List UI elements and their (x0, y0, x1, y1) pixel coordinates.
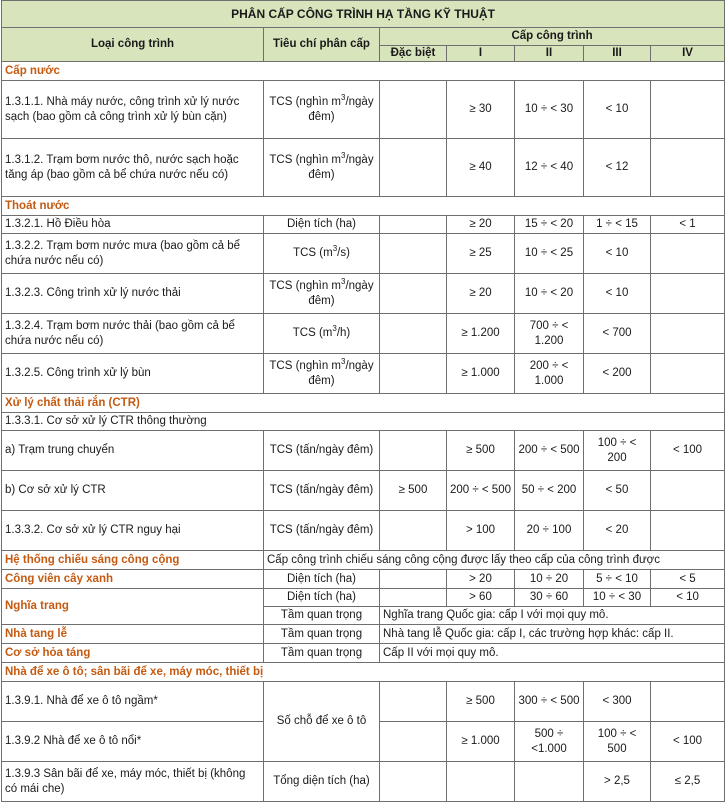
row-criterion: TCS (nghìn $m^3$/ngày đêm) (264, 139, 380, 197)
row-name: 1.3.2.5. Công trình xử lý bùn (2, 354, 264, 394)
header-ii: II (515, 46, 584, 62)
cell-iii: < 10 (584, 234, 651, 274)
table-title: PHÂN CẤP CÔNG TRÌNH HẠ TẦNG KỸ THUẬT (2, 1, 725, 28)
table-row (2, 682, 725, 722)
table-row (2, 625, 725, 644)
section-thoat-nuoc: Thoát nước (2, 197, 725, 216)
header-i: I (447, 46, 515, 62)
row-criterion: TCS (nghìn $m^3$/ngày đêm) (264, 274, 380, 314)
cell-iii: 100 ÷ < 500 (584, 722, 651, 762)
cell-ii: 10 ÷ < 25 (515, 234, 584, 274)
cell-i: ≥ 25 (447, 234, 515, 274)
cell-i: ≥ 1.000 (447, 722, 515, 762)
cell-i: ≥ 500 (447, 682, 515, 722)
ctr-subheading: 1.3.3.1. Cơ sở xử lý CTR thông thường (2, 413, 725, 431)
row-name: 1.3.2.4. Trạm bơm nước thải (bao gồm cả bể chứa nước nếu có) (2, 314, 264, 354)
table-row (2, 216, 725, 234)
row-name: 1.3.9.2 Nhà để xe ô tô nổi* (2, 722, 264, 762)
row-name: b) Cơ sở xử lý CTR (2, 471, 264, 511)
header-dacbiet: Đặc biệt (380, 46, 447, 62)
cell-ii: 300 ÷ < 500 (515, 682, 584, 722)
section-cap-nuoc: Cấp nước (2, 62, 725, 81)
cell-i: ≥ 500 (447, 431, 515, 471)
section-chieu-sang: Hệ thống chiếu sáng công cộng (2, 551, 264, 570)
section-tang-le: Nhà tang lễ (2, 625, 264, 644)
tang-le-note: Nhà tang lễ Quốc gia: cấp I, các trường hợp khác: cấp II. (380, 625, 725, 644)
row-criterion: TCS (tấn/ngày đêm) (264, 471, 380, 511)
cell-i: > 100 (447, 511, 515, 551)
row-name: 1.3.1.2. Trạm bơm nước thô, nước sạch hoặc tăng áp (bao gồm cả bể chứa nước nếu có) (2, 139, 264, 197)
table-row (2, 81, 725, 139)
cell-iv: < 5 (651, 570, 725, 589)
cell-ii: 30 ÷ 60 (515, 589, 584, 607)
row-criterion: TCS $(m^3/h)$ (264, 314, 380, 354)
cell-ii: 700 ÷ < 1.200 (515, 314, 584, 354)
table-row (2, 471, 725, 511)
table-row (2, 644, 725, 663)
cell-dacbiet: ≥ 500 (380, 471, 447, 511)
cell-iv: ≤ 2,5 (651, 762, 725, 802)
row-name: 1.3.2.2. Trạm bơm nước mưa (bao gồm cả bể chứa nước nếu có) (2, 234, 264, 274)
row-name: 1.3.1.1. Nhà máy nước, công trình xử lý nước sạch (bao gồm cả công trình xử lý bùn cặn) (2, 81, 264, 139)
cell-ii: 15 ÷ < 20 (515, 216, 584, 234)
section-nghia-trang: Nghĩa trang (2, 589, 264, 625)
header-iv: IV (651, 46, 725, 62)
cell-iii: > 2,5 (584, 762, 651, 802)
cell-ii: 10 ÷ 20 (515, 570, 584, 589)
cell-ii: 12 ÷ < 40 (515, 139, 584, 197)
row-name: 1.3.9.1. Nhà để xe ô tô ngầm* (2, 682, 264, 722)
row-criterion: TCS $(m^3/s)$ (264, 234, 380, 274)
row-criterion: Diện tích (ha) (264, 589, 380, 607)
cell-ii: 10 ÷ < 30 (515, 81, 584, 139)
cell-i: 200 ÷ < 500 (447, 471, 515, 511)
row-name: 1.3.9.3 Sân bãi để xe, máy móc, thiết bị (không có mái che) (2, 762, 264, 802)
row-criterion: TCS (tấn/ngày đêm) (264, 511, 380, 551)
hoa-tang-note: Cấp II với mọi quy mô. (380, 644, 725, 663)
row-criterion: TCS (nghìn $m^3$/ngày đêm) (264, 81, 380, 139)
header-loai: Loại công trình (2, 28, 264, 62)
row-criterion: Tầm quan trọng (264, 607, 380, 625)
row-criterion: Tầm quan trọng (264, 625, 380, 644)
cell-ii: 200 ÷ < 1.000 (515, 354, 584, 394)
cell-ii: 20 ÷ 100 (515, 511, 584, 551)
cell-iii: < 10 (584, 81, 651, 139)
row-criterion: Diện tích (ha) (264, 216, 380, 234)
cell-i: ≥ 40 (447, 139, 515, 197)
cell-iv: < 10 (651, 589, 725, 607)
row-criterion: TCS (tấn/ngày đêm) (264, 431, 380, 471)
row-criterion: Tổng diện tích (ha) (264, 762, 380, 802)
row-name: a) Trạm trung chuyển (2, 431, 264, 471)
cell-iv: < 100 (651, 431, 725, 471)
cell-ii: 500 ÷ <1.000 (515, 722, 584, 762)
cell-ii: 50 ÷ < 200 (515, 471, 584, 511)
cell-i: ≥ 20 (447, 216, 515, 234)
cell-iii: < 700 (584, 314, 651, 354)
cell-i: ≥ 1.000 (447, 354, 515, 394)
table-row (2, 589, 725, 607)
cell-iii: < 20 (584, 511, 651, 551)
cell-iii: < 10 (584, 274, 651, 314)
header-tieuchi: Tiêu chí phân cấp (264, 28, 380, 62)
table-row (2, 762, 725, 802)
row-criterion: Tầm quan trọng (264, 644, 380, 663)
header-iii: III (584, 46, 651, 62)
table-row (2, 354, 725, 394)
cell-i: ≥ 1.200 (447, 314, 515, 354)
row-name: 1.3.2.1. Hồ Điều hòa (2, 216, 264, 234)
cell-iii: 5 ÷ < 10 (584, 570, 651, 589)
table-row (2, 570, 725, 589)
row-criterion: TCS (nghìn $m^3$/ngày đêm) (264, 354, 380, 394)
cell-iii: < 50 (584, 471, 651, 511)
section-hoa-tang: Cơ sở hỏa táng (2, 644, 264, 663)
table-row (2, 234, 725, 274)
cell-i: ≥ 20 (447, 274, 515, 314)
section-de-xe: Nhà để xe ô tô; sân bãi để xe, máy móc, thiết bị (2, 663, 725, 682)
cell-i: > 20 (447, 570, 515, 589)
cell-i: ≥ 30 (447, 81, 515, 139)
row-name: 1.3.2.3. Công trình xử lý nước thải (2, 274, 264, 314)
chieu-sang-note: Cấp công trình chiếu sáng công cộng được lấy theo cấp của công trình được (264, 551, 725, 570)
cell-iii: 10 ÷ < 30 (584, 589, 651, 607)
cell-iii: < 300 (584, 682, 651, 722)
row-name: 1.3.3.2. Cơ sở xử lý CTR nguy hại (2, 511, 264, 551)
section-cay-xanh: Công viên cây xanh (2, 570, 264, 589)
table-row (2, 139, 725, 197)
cell-i: > 60 (447, 589, 515, 607)
cell-iv: < 1 (651, 216, 725, 234)
row-criterion: Số chỗ để xe ô tô (264, 682, 380, 762)
table-row (2, 551, 725, 570)
header-cap: Cấp công trình (380, 28, 725, 46)
cell-iii: < 12 (584, 139, 651, 197)
cell-iv: < 100 (651, 722, 725, 762)
table-row (2, 511, 725, 551)
row-criterion: Diện tích (ha) (264, 570, 380, 589)
table-row (2, 431, 725, 471)
cell-iii: < 200 (584, 354, 651, 394)
cell-iii: 100 ÷ < 200 (584, 431, 651, 471)
table-row (2, 274, 725, 314)
table-row (2, 314, 725, 354)
classification-table (1, 0, 725, 802)
cell-ii: 200 ÷ < 500 (515, 431, 584, 471)
cell-ii: 10 ÷ < 20 (515, 274, 584, 314)
section-ctr: Xử lý chất thải rắn (CTR) (2, 394, 725, 413)
cell-iii: 1 ÷ < 15 (584, 216, 651, 234)
nghia-trang-note: Nghĩa trang Quốc gia: cấp I với mọi quy mô. (380, 607, 725, 625)
